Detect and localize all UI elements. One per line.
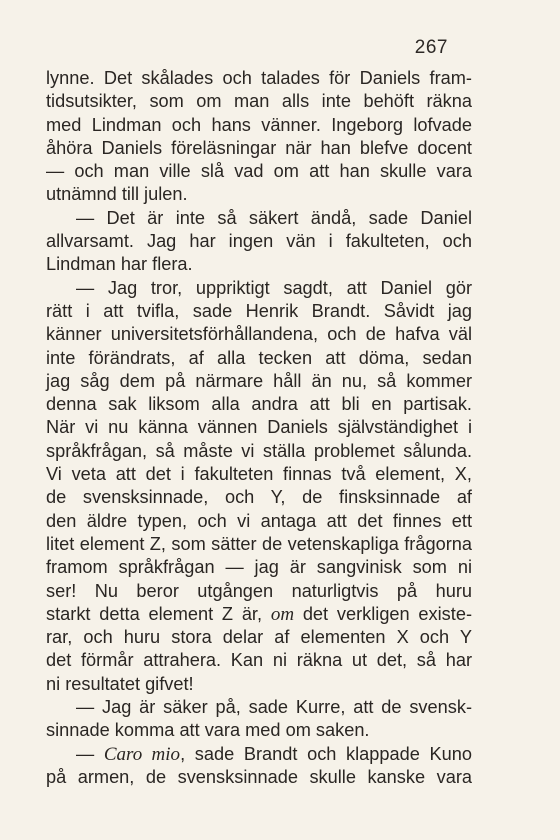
text-line: de svensksinnade, och Y, de finsksinnade af: [46, 487, 472, 508]
italic-text: om: [270, 603, 295, 625]
text-line: När vi nu känna vännen Daniels självständighet i: [46, 417, 472, 438]
text-run: , sade Brandt och klappade Kuno: [180, 743, 472, 764]
text-line: ser! Nu beror utgången naturligtvis på huru: [46, 580, 472, 601]
text-line: sinnade komma att vara med om saken.: [46, 720, 370, 741]
text-line: — Jag är säker på, sade Kurre, att de svensk-: [76, 697, 472, 718]
italic-text: Caro mio: [103, 743, 181, 765]
text-line: — och man ville slå vad om att han skulle vara: [46, 161, 472, 182]
text-line: lynne. Det skålades och talades för Daniels fram-: [46, 68, 472, 88]
text-line: utnämnd till julen.: [46, 184, 188, 205]
text-line: Lindman har flera.: [46, 254, 193, 275]
text-line: denna sak liksom alla andra att bli en partisak.: [46, 394, 472, 415]
text-run: —: [76, 743, 104, 764]
text-line: det förmår attrahera. Kan ni räkna ut det, så har: [46, 650, 472, 671]
page-number: 267: [414, 37, 448, 58]
text-line: känner universitetsförhållandena, och de hafva väl: [46, 324, 472, 345]
text-line: åhöra Daniels föreläsningar när han blefve docent: [46, 137, 472, 158]
text-line: Vi veta att det i fakulteten finnas två element, X,: [46, 464, 472, 485]
text-line: tidsutsikter, som om man alls inte behöft räkna: [46, 91, 472, 112]
text-line: ni resultatet gifvet!: [46, 673, 194, 694]
text-line: rar, och huru stora delar af elementen X och Y: [46, 627, 472, 648]
text-line: [46, 603, 472, 626]
text-line: språkfrågan, så måste vi ställa problemet sålunda.: [46, 440, 472, 461]
text-line: inte förändrats, af alla tecken att döma, sedan: [46, 347, 472, 368]
text-line: litet element Z, som sätter de vetenskapliga frågorna: [46, 533, 472, 554]
text-line: rätt i att tvifla, sade Henrik Brandt. Såvidt jag: [46, 300, 472, 321]
text-line: på armen, de svensksinnade skulle kanske vara: [46, 766, 472, 787]
text-line: — Jag tror, uppriktigt sagdt, att Daniel gör: [76, 277, 472, 298]
text-line: den äldre typen, och vi antaga att det finnes ett: [46, 510, 472, 531]
text-line: — Det är inte så säkert ändå, sade Daniel: [76, 207, 472, 228]
body-text: [46, 67, 472, 789]
text-run: starkt detta element Z är,: [46, 603, 271, 624]
text-line: allvarsamt. Jag har ingen vän i fakulteten, och: [46, 231, 472, 252]
text-run: det verkligen existe-: [294, 603, 472, 624]
text-line: framom språkfrågan — jag är sangvinisk som ni: [46, 557, 472, 578]
text-line: [46, 743, 472, 766]
text-line: med Lindman och hans vänner. Ingeborg lofvade: [46, 114, 472, 135]
text-line: jag såg dem på närmare håll än nu, så kommer: [46, 370, 472, 391]
